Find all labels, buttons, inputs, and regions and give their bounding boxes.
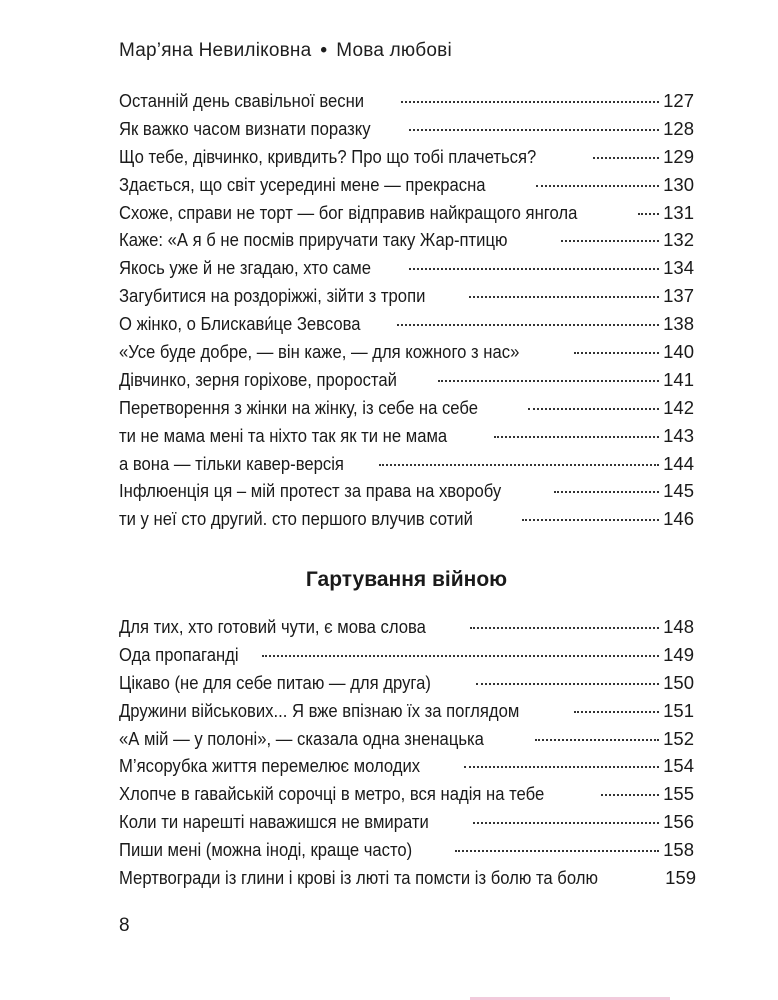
toc-entry xyxy=(119,229,694,257)
toc-entry-title: Коли ти нарешті наважишся не вмирати xyxy=(119,811,429,833)
toc-dot-leader xyxy=(409,267,659,270)
toc-entry-page: 132 xyxy=(663,229,694,251)
toc-dot-leader xyxy=(464,765,660,768)
toc-entry-title: Каже: «А я б не посмів приручати таку Жар-птицю xyxy=(119,229,508,251)
toc-entry-page: 159 xyxy=(665,867,697,889)
toc-entry-title: Останній день свавільної весни xyxy=(119,90,365,111)
toc-entry-page: 130 xyxy=(663,173,694,195)
toc-list-part2 xyxy=(119,616,697,895)
toc-entry xyxy=(119,90,694,118)
toc-entry-title: Мертвогради із глини і крові із люті та помсти із болю та болю xyxy=(119,867,598,889)
page-number: 8 xyxy=(119,915,130,936)
toc-entry-title: Для тих, хто готовий чути, є мова слова xyxy=(119,616,426,637)
toc-entry-title: Що тебе, дівчинко, кривдить? Про що тобі плачеться? xyxy=(119,145,537,167)
toc-entry-title: О жінко, о Блискави́це Зевсова xyxy=(119,313,361,335)
toc-entry-title: Перетворення з жінки на жінку, із себе на себе xyxy=(119,396,478,418)
toc-entry xyxy=(119,755,694,783)
toc-entry-title: Цікаво (не для себе питаю — для друга) xyxy=(119,671,431,693)
toc-entry-page: 150 xyxy=(663,671,694,693)
toc-entry xyxy=(119,811,694,839)
toc-entry-title: Пиши мені (можна іноді, краще часто) xyxy=(119,839,413,861)
toc-entry xyxy=(119,700,694,728)
toc-entry xyxy=(119,341,694,369)
toc-dot-leader xyxy=(470,626,659,629)
toc-entry-title: ти у неї сто другий. сто першого влучив сотий xyxy=(119,508,473,530)
toc-entry xyxy=(119,616,694,644)
toc-entry-page: 129 xyxy=(663,145,694,167)
toc-dot-leader xyxy=(379,463,659,466)
toc-entry-title: Дружини військових... Я вже впізнаю їх за поглядом xyxy=(119,699,520,721)
toc-entry-title: «А мій — у полоні», — сказала одна зненацька xyxy=(119,727,484,749)
toc-entry-title: М’ясорубка життя перемелює молодих xyxy=(119,755,421,777)
toc-dot-leader xyxy=(535,738,660,741)
toc-dot-leader xyxy=(262,654,659,657)
toc-entry-title: Як важко часом визнати поразку xyxy=(119,117,371,139)
header-book-title: Мова любові xyxy=(336,40,452,61)
section-heading: Гартування війною xyxy=(305,568,508,591)
header-separator: • xyxy=(320,40,328,61)
toc-dot-leader xyxy=(593,156,660,159)
toc-entry-page: 152 xyxy=(663,727,694,749)
toc-entry xyxy=(119,285,694,313)
toc-entry-page: 137 xyxy=(663,285,694,307)
toc-entry-page: 131 xyxy=(663,201,694,223)
toc-entry-page: 155 xyxy=(663,783,694,805)
toc-dot-leader xyxy=(522,518,659,521)
toc-dot-leader xyxy=(574,351,659,354)
toc-dot-leader xyxy=(473,821,659,824)
toc-entry xyxy=(119,867,697,895)
toc-dot-leader xyxy=(561,239,659,242)
toc-entry-page: 144 xyxy=(663,452,694,474)
toc-entry xyxy=(119,508,694,536)
toc-entry-title: «Усе буде добре, — він каже, — для кожного з нас» xyxy=(119,341,520,363)
toc-dot-leader xyxy=(438,379,659,382)
toc-entry xyxy=(119,672,694,700)
toc-entry-page: 149 xyxy=(663,643,694,665)
toc-dot-leader xyxy=(638,212,659,215)
toc-list-part1 xyxy=(119,90,694,536)
toc-entry-page: 141 xyxy=(663,368,694,390)
toc-entry-page: 142 xyxy=(663,396,694,418)
toc-entry xyxy=(119,257,694,285)
toc-entry-page: 127 xyxy=(663,90,694,111)
toc-dot-leader xyxy=(469,295,659,298)
toc-entry-page: 146 xyxy=(663,508,694,530)
toc-entry xyxy=(119,644,694,672)
toc-entry xyxy=(119,146,694,174)
toc-dot-leader xyxy=(601,793,659,796)
toc-entry-page: 154 xyxy=(663,755,694,777)
toc-dot-leader xyxy=(528,407,659,410)
toc-entry-page: 143 xyxy=(663,424,694,446)
toc-entry-title: а вона — тільки кавер-версія xyxy=(119,452,344,474)
toc-entry-title: Схоже, справи не торт — бог відправив найкращого янгола xyxy=(119,201,578,223)
toc-entry xyxy=(119,728,694,756)
toc-entry-page: 158 xyxy=(663,839,694,861)
toc-entry xyxy=(119,118,694,146)
toc-entry-page: 148 xyxy=(663,616,694,637)
toc-entry xyxy=(119,839,694,867)
toc-dot-leader xyxy=(397,323,659,326)
toc-entry-title: Якось уже й не згадаю, хто саме xyxy=(119,257,371,279)
toc-entry-page: 128 xyxy=(663,117,694,139)
toc-entry xyxy=(119,174,694,202)
toc-entry xyxy=(119,369,694,397)
toc-dot-leader xyxy=(554,490,659,493)
toc-entry-page: 156 xyxy=(663,811,694,833)
toc-dot-leader xyxy=(574,710,659,713)
header-author: Мар’яна Невиліковна xyxy=(119,40,312,61)
toc-entry-title: ти не мама мені та ніхто так як ти не мама xyxy=(119,424,448,446)
toc-entry-title: Інфлюенція ця – мій протест за права на хворобу xyxy=(119,480,502,502)
running-header xyxy=(119,40,452,62)
toc-entry xyxy=(119,425,694,453)
toc-dot-leader xyxy=(536,184,659,187)
toc-dot-leader xyxy=(409,128,660,131)
toc-entry-title: Ода пропаганді xyxy=(119,643,239,665)
toc-entry-page: 140 xyxy=(663,341,694,363)
toc-entry-page: 145 xyxy=(663,480,694,502)
toc-dot-leader xyxy=(401,100,659,103)
toc-dot-leader xyxy=(476,682,660,685)
toc-entry-title: Хлопче в гавайській сорочці в метро, вся надія на тебе xyxy=(119,783,545,805)
toc-dot-leader xyxy=(494,435,659,438)
toc-entry-title: Здається, що світ усередині мене — прекрасна xyxy=(119,173,486,195)
toc-entry xyxy=(119,453,694,481)
toc-entry-title: Загубитися на роздоріжжі, зійти з тропи xyxy=(119,285,426,307)
toc-entry-page: 151 xyxy=(663,699,694,721)
toc-entry-page: 134 xyxy=(663,257,694,279)
toc-entry-page: 138 xyxy=(663,313,694,335)
toc-entry xyxy=(119,783,694,811)
toc-dot-leader xyxy=(455,849,659,852)
toc-entry xyxy=(119,397,694,425)
toc-entry-title: Дівчинко, зерня горіхове, проростай xyxy=(119,368,397,390)
toc-entry xyxy=(119,313,694,341)
toc-entry xyxy=(119,202,694,230)
toc-entry xyxy=(119,480,694,508)
